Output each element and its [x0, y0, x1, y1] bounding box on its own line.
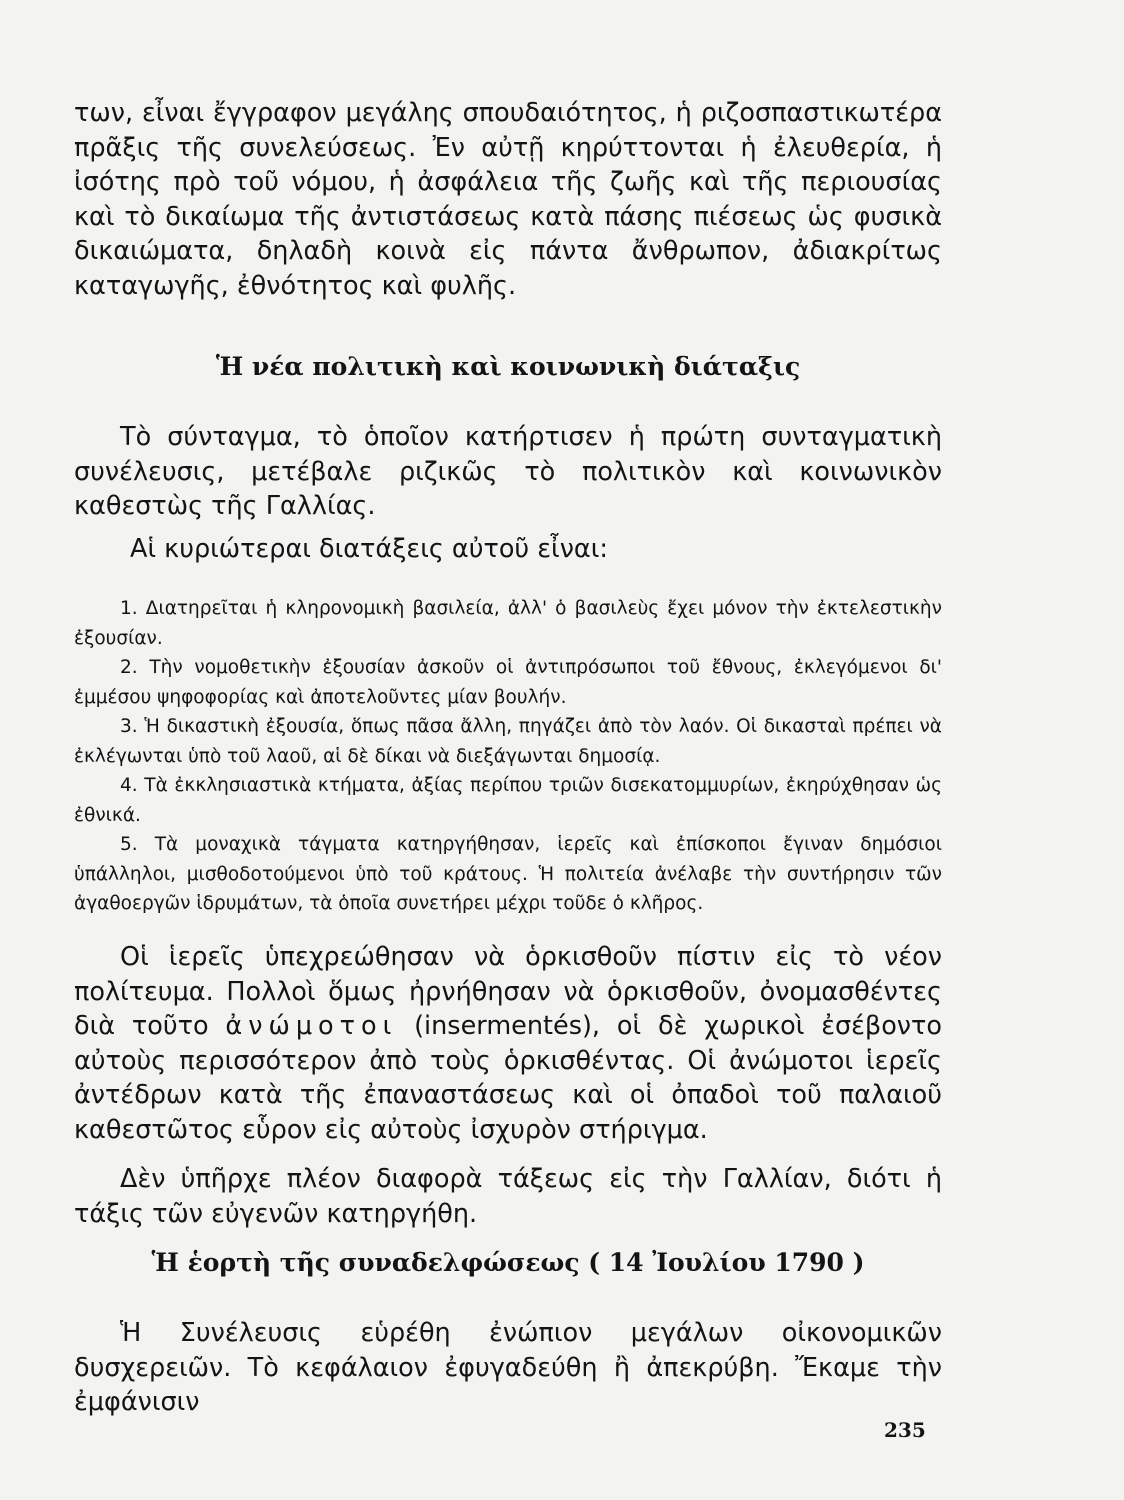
paragraph-nobility: Δὲν ὑπῆρχε πλέον διαφορὰ τάξεως εἰς τὴν Γαλλίαν, διότι ἡ τάξις τῶν εὐγενῶν κατηργήθη. [74, 1164, 942, 1229]
paragraph-provisions-intro: Αἱ κυριώτεραι διατάξεις αὐτοῦ εἶναι: [130, 534, 608, 564]
paragraph-assembly-finances: Ἡ Συνέλευσις εὑρέθη ἐνώπιον μεγάλων οἰκονομικῶν δυσχερειῶν. Τὸ κεφάλαιον ἐφυγαδεύθη ἢ ἀπεκρύβη. Ἔκαμε τὴν ἐμφάνισιν [74, 1318, 942, 1417]
section-heading-fraternity-festival: Ἡ ἑορτὴ τῆς συναδελφώσεως ( 14 Ἰουλίου 1790 ) [151, 1248, 865, 1277]
list-item: 4. Τὰ ἐκκλησιαστικὰ κτήματα, ἀξίας περίπου τριῶν δισεκατομμυρίων, ἐκηρύχθησαν ὡς ἐθνικά. [74, 775, 942, 826]
list-item: 1. Διατηρεῖται ἡ κληρονομικὴ βασιλεία, ἀλλ' ὁ βασιλεὺς ἔχει μόνον τὴν ἐκτελεστικὴν ἐξουσίαν. [74, 598, 942, 649]
paragraph-constitution: Τὸ σύνταγμα, τὸ ὁποῖον κατήρτισεν ἡ πρώτη συνταγματικὴ συνέλευσις, μετέβαλε ριζικῶς τὸ πολιτικὸν καὶ κοινωνικὸν καθεστὼς τῆς Γαλλίας. [74, 422, 942, 521]
paragraph-priests-part2: (insermentés), οἱ δὲ χωρικοὶ ἐσέβοντο αὐτοὺς περισσότερον ἀπὸ τοὺς ὁρκισθέντας. Οἱ ἀνώμοτοι ἱερεῖς ἀντέδρων κατὰ τῆς ἐπαναστάσεως καὶ οἱ ὀπαδοὶ τοῦ παλαιοῦ καθεστῶτος εὗρον εἰς αὐτοὺς ἰσχυρὸν στήριγμα. [74, 1011, 943, 1145]
provisions-list [74, 594, 942, 919]
list-item: 2. Τὴν νομοθετικὴν ἐξουσίαν ἀσκοῦν οἱ ἀντιπρόσωποι τοῦ ἔθνους, ἐκλεγόμενοι δι' ἐμμέσου ψηφοφορίας καὶ ἀποτελοῦντες μίαν βουλήν. [74, 657, 942, 708]
list-item: 5. Τὰ μοναχικὰ τάγματα κατηργήθησαν, ἱερεῖς καὶ ἐπίσκοποι ἔγιναν δημόσιοι ὑπάλληλοι, μισθοδοτούμενοι ὑπὸ τοῦ κράτους. Ἡ πολιτεία ἀνέλαβε τὴν συντήρησιν τῶν ἀγαθοεργῶν ἱδρυμάτων, τὰ ὁποῖα συνετήρει μέχρι τοῦδε ὁ κλῆρος. [74, 834, 942, 914]
paragraph-declaration: των, εἶναι ἔγγραφον μεγάλης σπουδαιότητος, ἡ ριζοσπαστικωτέρα πρᾶξις τῆς συνελεύσεως. Ἐν αὐτῇ κηρύττονται ἡ ἐλευθερία, ἡ ἰσότης πρὸ τοῦ νόμου, ἡ ἀσφάλεια τῆς ζωῆς καὶ τῆς περιουσίας καὶ τὸ δικαίωμα τῆς ἀντιστάσεως κατὰ πάσης πιέσεως ὡς φυσικὰ δικαιώματα, δηλαδὴ κοινὰ εἰς πάντα ἄνθρωπον, ἀδιακρίτως καταγωγῆς, ἐθνότητος καὶ φυλῆς. [74, 98, 942, 301]
paragraph-priests-part1: Οἱ ἱερεῖς ὑπεχρεώθησαν νὰ ὁρκισθοῦν πίστιν εἰς τὸ νέον πολίτευμα. Πολλοὶ ὅμως ἠρνήθησαν νὰ ὁρκισθοῦν, ὀνομασθέντες διὰ τοῦτο [74, 942, 942, 1041]
section-heading-new-order: Ἡ νέα πολιτικὴ καὶ κοινωνικὴ διάταξις [215, 352, 801, 381]
spaced-term: ἀνώμοτοι [225, 1011, 398, 1041]
list-item: 3. Ἡ δικαστικὴ ἐξουσία, ὅπως πᾶσα ἄλλη, πηγάζει ἀπὸ τὸν λαόν. Οἱ δικασταὶ πρέπει νὰ ἐκλέγωνται ὑπὸ τοῦ λαοῦ, αἱ δὲ δίκαι νὰ διεξάγωνται δημοσίᾳ. [74, 716, 942, 767]
page-number: 235 [884, 1418, 926, 1442]
paragraph-priests [74, 940, 942, 1147]
